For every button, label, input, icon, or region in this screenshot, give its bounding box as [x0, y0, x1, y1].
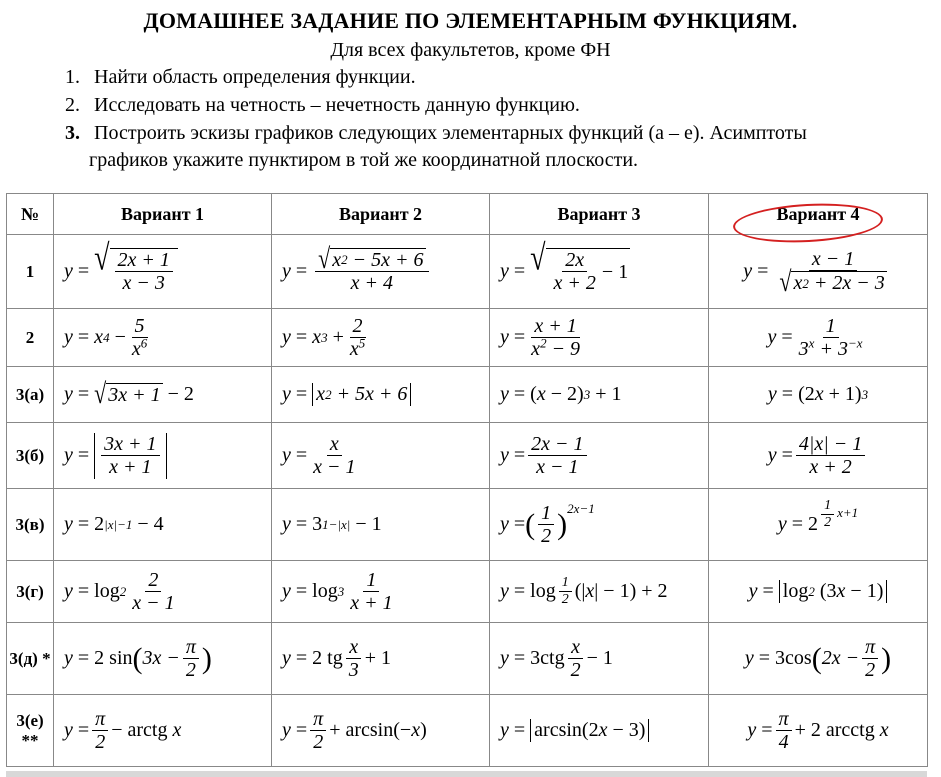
- header-variant-4: Вариант 4: [709, 194, 928, 235]
- formula-cell: y = log 2 (3 x − 1): [709, 561, 928, 623]
- formula-cell: y = 2 $^{\frac{1}{2} x+1}$: [709, 489, 928, 561]
- row-label: 3(в): [7, 489, 54, 561]
- row-label: 3(а): [7, 367, 54, 423]
- header-variant-2: Вариант 2: [272, 194, 490, 235]
- formula-cell: y = arcsin(2 x − 3): [490, 695, 709, 767]
- formula-cell: y = log $\frac{1}{2}$ (| x | − 1) + 2: [490, 561, 709, 623]
- table-row: [7, 309, 928, 367]
- formula-cell: y = √ $\frac{2x}{x + 2}$ − 1: [490, 235, 709, 309]
- formula-cell: y = $\frac{4|x| - 1}{x + 2}$: [709, 423, 928, 489]
- row-label: 3(е) **: [7, 695, 54, 767]
- task-1-number: 1.: [65, 66, 80, 88]
- table-row: [7, 489, 928, 561]
- formula-cell: y = log 2 $\frac{2}{x - 1}$: [54, 561, 272, 623]
- formula-cell: y = $\frac{x}{x - 1}$: [272, 423, 490, 489]
- task-2-number: 2.: [65, 94, 80, 116]
- row-label: 3(г): [7, 561, 54, 623]
- formula-cell: y = √ $\frac{2x + 1}{x - 3}$: [54, 235, 272, 309]
- task-2: [65, 94, 580, 117]
- formula-cell: y = $\frac{\pi}{2}$ + arcsin(− x ): [272, 695, 490, 767]
- formula-cell: y = √ 3x + 1 − 2: [54, 367, 272, 423]
- formula-cell: y = $\frac{1}{3^x + 3^{-x}}$: [709, 309, 928, 367]
- row-label: 1: [7, 235, 54, 309]
- formula-cell: y = $\frac{3x + 1}{x + 1}$: [54, 423, 272, 489]
- table-row: [7, 695, 928, 767]
- page-title: ДОМАШНЕЕ ЗАДАНИЕ ПО ЭЛЕМЕНТАРНЫМ ФУНКЦИЯМ.: [143, 8, 798, 33]
- formula-cell: y = 3ctg $\frac{x}{2}$ − 1: [490, 623, 709, 695]
- formula-cell: y = (2 x + 1) 3: [709, 367, 928, 423]
- table-row: [7, 561, 928, 623]
- formula-cell: y = $\frac{x + 1}{x^2 - 9}$: [490, 309, 709, 367]
- formula-cell: y = x 4 − $\frac{5}{x^6}$: [54, 309, 272, 367]
- page-subtitle: Для всех факультетов, кроме ФН: [330, 39, 611, 61]
- formula-cell: y = $\frac{2x - 1}{x - 1}$: [490, 423, 709, 489]
- formula-cell: y = ( $\frac{1}{2}$ ) $^{2x-1}$: [490, 489, 709, 561]
- task-3-text: Построить эскизы графиков следующих элементарных функций (а – е). Асимптоты: [94, 122, 807, 144]
- task-3-continuation: графиков укажите пунктиром в той же координатной плоскости.: [89, 149, 639, 171]
- formula-cell: y = √ x 2 − 5x + 6 x + 4: [272, 235, 490, 309]
- header-variant-3: Вариант 3: [490, 194, 709, 235]
- row-label: 3(д) *: [7, 623, 54, 695]
- task-3-number: 3.: [65, 122, 80, 144]
- formula-cell: y = x 3 + $\frac{2}{x^5}$: [272, 309, 490, 367]
- formula-cell: y = $\frac{\pi}{2}$ − arctg x: [54, 695, 272, 767]
- formula-cell: y = $\frac{\pi}{4}$ + 2 arcctg x: [709, 695, 928, 767]
- header-number: №: [7, 194, 54, 235]
- formula-cell: y = 2 sin ( 3x − $\frac{\pi}{2}$ ): [54, 623, 272, 695]
- task-3: [65, 122, 807, 145]
- table-row: [7, 623, 928, 695]
- bottom-scroll-band: [6, 771, 927, 777]
- formula-cell: y = 2 |x|−1 − 4: [54, 489, 272, 561]
- table-row: [7, 367, 928, 423]
- header-variant-1: Вариант 1: [54, 194, 272, 235]
- table-row: [7, 423, 928, 489]
- row-label: 2: [7, 309, 54, 367]
- formula-cell: y = 3 1−|x| − 1: [272, 489, 490, 561]
- task-1: [65, 66, 416, 89]
- row-label: 3(б): [7, 423, 54, 489]
- variants-table: [6, 193, 928, 767]
- task-1-text: Найти область определения функции.: [94, 66, 416, 88]
- task-2-text: Исследовать на четность – нечетность данную функцию.: [94, 94, 580, 116]
- formula-cell: y = ( x − 2) 3 + 1: [490, 367, 709, 423]
- table-row: [7, 235, 928, 309]
- formula-cell: y = x − 1 √ x 2 + 2x − 3: [709, 235, 928, 309]
- formula-cell: y = log 3 $\frac{1}{x + 1}$: [272, 561, 490, 623]
- formula-cell: y = 2 tg $\frac{x}{3}$ + 1: [272, 623, 490, 695]
- formula-cell: y = x 2 + 5x + 6: [272, 367, 490, 423]
- formula-cell: y = 3cos ( 2x − $\frac{\pi}{2}$ ): [709, 623, 928, 695]
